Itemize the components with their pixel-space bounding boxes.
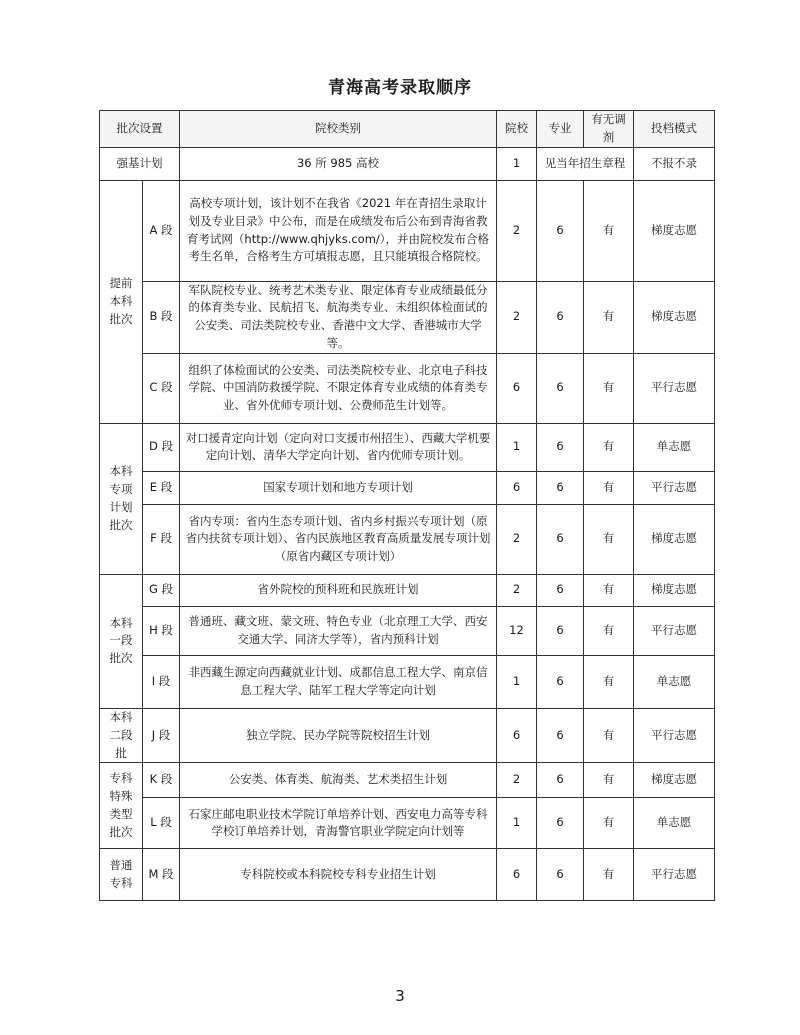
majors-cell: 6: [537, 574, 584, 606]
segment-cell: H 段: [143, 606, 180, 655]
adjust-cell: 有: [584, 574, 634, 606]
category-cell: 省外院校的预科班和民族班计划: [180, 574, 497, 606]
majors-cell: 6: [537, 763, 584, 798]
batch-group-cell: 普通专科: [100, 849, 143, 901]
schools-cell: 12: [497, 606, 537, 655]
segment-cell: D 段: [143, 423, 180, 471]
header-mode: 投档模式: [634, 111, 715, 148]
document-title: 青海高考录取顺序: [328, 78, 472, 98]
table-row: [100, 471, 715, 504]
segment-cell: A 段: [143, 180, 180, 281]
table-row: [100, 353, 715, 423]
adjust-cell: 有: [584, 763, 634, 798]
mode-cell: 平行志愿: [634, 708, 715, 762]
category-cell: 组织了体检面试的公安类、司法类院校专业、北京电子科技学院、中国消防救援学院、不限定体育专业成绩的体育类专业、省外优师专项计划、公费师范生计划等。: [180, 353, 497, 423]
adjust-cell: 有: [584, 606, 634, 655]
table-header-row: [100, 111, 715, 148]
table-row: [100, 655, 715, 708]
category-cell: 高校专项计划，该计划不在我省《2021 年在青招生录取计划及专业目录》中公布，而是在成绩发布后公布到青海省教育考试网（http://www.qhjyks.com/），并由院校发布合格考生名单，合格考生方可填报志愿，且只能填报合格院校。: [180, 180, 497, 281]
header-adjust: 有无调剂: [584, 111, 634, 148]
category-cell: 非西藏生源定向西藏就业计划、成都信息工程大学、南京信息工程大学、陆军工程大学等定向计划: [180, 655, 497, 708]
majors-cell: 6: [537, 655, 584, 708]
batch-group-cell: 提前本科批次: [100, 180, 143, 423]
batch-cell: 强基计划: [100, 147, 180, 180]
majors-cell: 6: [537, 471, 584, 504]
category-cell: 公安类、体育类、航海类、艺术类招生计划: [180, 763, 497, 798]
majors-cell: 见当年招生章程: [537, 147, 634, 180]
header-schools: 院校: [497, 111, 537, 148]
adjust-cell: 有: [584, 180, 634, 281]
schools-cell: 6: [497, 353, 537, 423]
schools-cell: 2: [497, 180, 537, 281]
adjust-cell: 有: [584, 655, 634, 708]
adjust-cell: 有: [584, 353, 634, 423]
segment-cell: E 段: [143, 471, 180, 504]
segment-cell: F 段: [143, 504, 180, 574]
segment-cell: C 段: [143, 353, 180, 423]
majors-cell: 6: [537, 504, 584, 574]
mode-cell: 梯度志愿: [634, 504, 715, 574]
segment-cell: B 段: [143, 281, 180, 353]
adjust-cell: 有: [584, 504, 634, 574]
page-number: 3: [395, 987, 405, 1005]
majors-cell: 6: [537, 353, 584, 423]
category-cell: 36 所 985 高校: [180, 147, 497, 180]
majors-cell: 6: [537, 708, 584, 762]
mode-cell: 平行志愿: [634, 849, 715, 901]
table-row: [100, 423, 715, 471]
adjust-cell: 有: [584, 423, 634, 471]
mode-cell: 单志愿: [634, 798, 715, 849]
mode-cell: 平行志愿: [634, 353, 715, 423]
table-row: [100, 708, 715, 762]
majors-cell: 6: [537, 798, 584, 849]
category-cell: 普通班、藏文班、蒙文班、特色专业（北京理工大学、西安交通大学、同济大学等），省内预科计划: [180, 606, 497, 655]
majors-cell: 6: [537, 849, 584, 901]
category-cell: 省内专项：省内生态专项计划、省内乡村振兴专项计划（原省内扶贫专项计划）、省内民族地区教育高质量发展专项计划（原省内藏区专项计划）: [180, 504, 497, 574]
table-row: [100, 147, 715, 180]
segment-cell: M 段: [143, 849, 180, 901]
schools-cell: 1: [497, 423, 537, 471]
mode-cell: 平行志愿: [634, 471, 715, 504]
mode-cell: 梯度志愿: [634, 180, 715, 281]
batch-group-cell: 本科二段批: [100, 708, 143, 762]
mode-cell: 梯度志愿: [634, 763, 715, 798]
category-cell: 军队院校专业、统考艺术类专业、限定体育专业成绩最低分的体育类专业、民航招飞、航海类专业、未组织体检面试的公安类、司法类院校专业、香港中文大学、香港城市大学等。: [180, 281, 497, 353]
mode-cell: 梯度志愿: [634, 281, 715, 353]
segment-cell: K 段: [143, 763, 180, 798]
adjust-cell: 有: [584, 471, 634, 504]
table-row: [100, 504, 715, 574]
table-row: [100, 763, 715, 798]
mode-cell: 单志愿: [634, 423, 715, 471]
schools-cell: 2: [497, 574, 537, 606]
segment-cell: L 段: [143, 798, 180, 849]
schools-cell: 1: [497, 655, 537, 708]
schools-cell: 6: [497, 708, 537, 762]
schools-cell: 1: [497, 798, 537, 849]
table-row: [100, 849, 715, 901]
mode-cell: 平行志愿: [634, 606, 715, 655]
adjust-cell: 有: [584, 849, 634, 901]
schools-cell: 1: [497, 147, 537, 180]
batch-group-cell: 本科专项计划批次: [100, 423, 143, 574]
adjust-cell: 有: [584, 708, 634, 762]
batch-group-cell: 专科特殊类型批次: [100, 763, 143, 849]
majors-cell: 6: [537, 180, 584, 281]
admission-order-table: [99, 110, 715, 901]
category-cell: 石家庄邮电职业技术学院订单培养计划、西安电力高等专科学校订单培养计划，青海警官职业学院定向计划等: [180, 798, 497, 849]
segment-cell: I 段: [143, 655, 180, 708]
table-row: [100, 606, 715, 655]
batch-group-cell: 本科一段批次: [100, 574, 143, 708]
table-row: [100, 574, 715, 606]
schools-cell: 2: [497, 763, 537, 798]
header-majors: 专业: [537, 111, 584, 148]
mode-cell: 单志愿: [634, 655, 715, 708]
schools-cell: 2: [497, 504, 537, 574]
table-row: [100, 281, 715, 353]
segment-cell: J 段: [143, 708, 180, 762]
mode-cell: 梯度志愿: [634, 574, 715, 606]
adjust-cell: 有: [584, 281, 634, 353]
header-category: 院校类别: [180, 111, 497, 148]
majors-cell: 6: [537, 423, 584, 471]
table-row: [100, 180, 715, 281]
adjust-cell: 有: [584, 798, 634, 849]
category-cell: 独立学院、民办学院等院校招生计划: [180, 708, 497, 762]
segment-cell: G 段: [143, 574, 180, 606]
schools-cell: 6: [497, 471, 537, 504]
schools-cell: 2: [497, 281, 537, 353]
majors-cell: 6: [537, 281, 584, 353]
category-cell: 国家专项计划和地方专项计划: [180, 471, 497, 504]
majors-cell: 6: [537, 606, 584, 655]
category-cell: 对口援青定向计划（定向对口支援市州招生）、西藏大学机要定向计划、清华大学定向计划、省内优师专项计划。: [180, 423, 497, 471]
schools-cell: 6: [497, 849, 537, 901]
mode-cell: 不报不录: [634, 147, 715, 180]
header-batch: 批次设置: [100, 111, 180, 148]
category-cell: 专科院校或本科院校专科专业招生计划: [180, 849, 497, 901]
table-row: [100, 798, 715, 849]
